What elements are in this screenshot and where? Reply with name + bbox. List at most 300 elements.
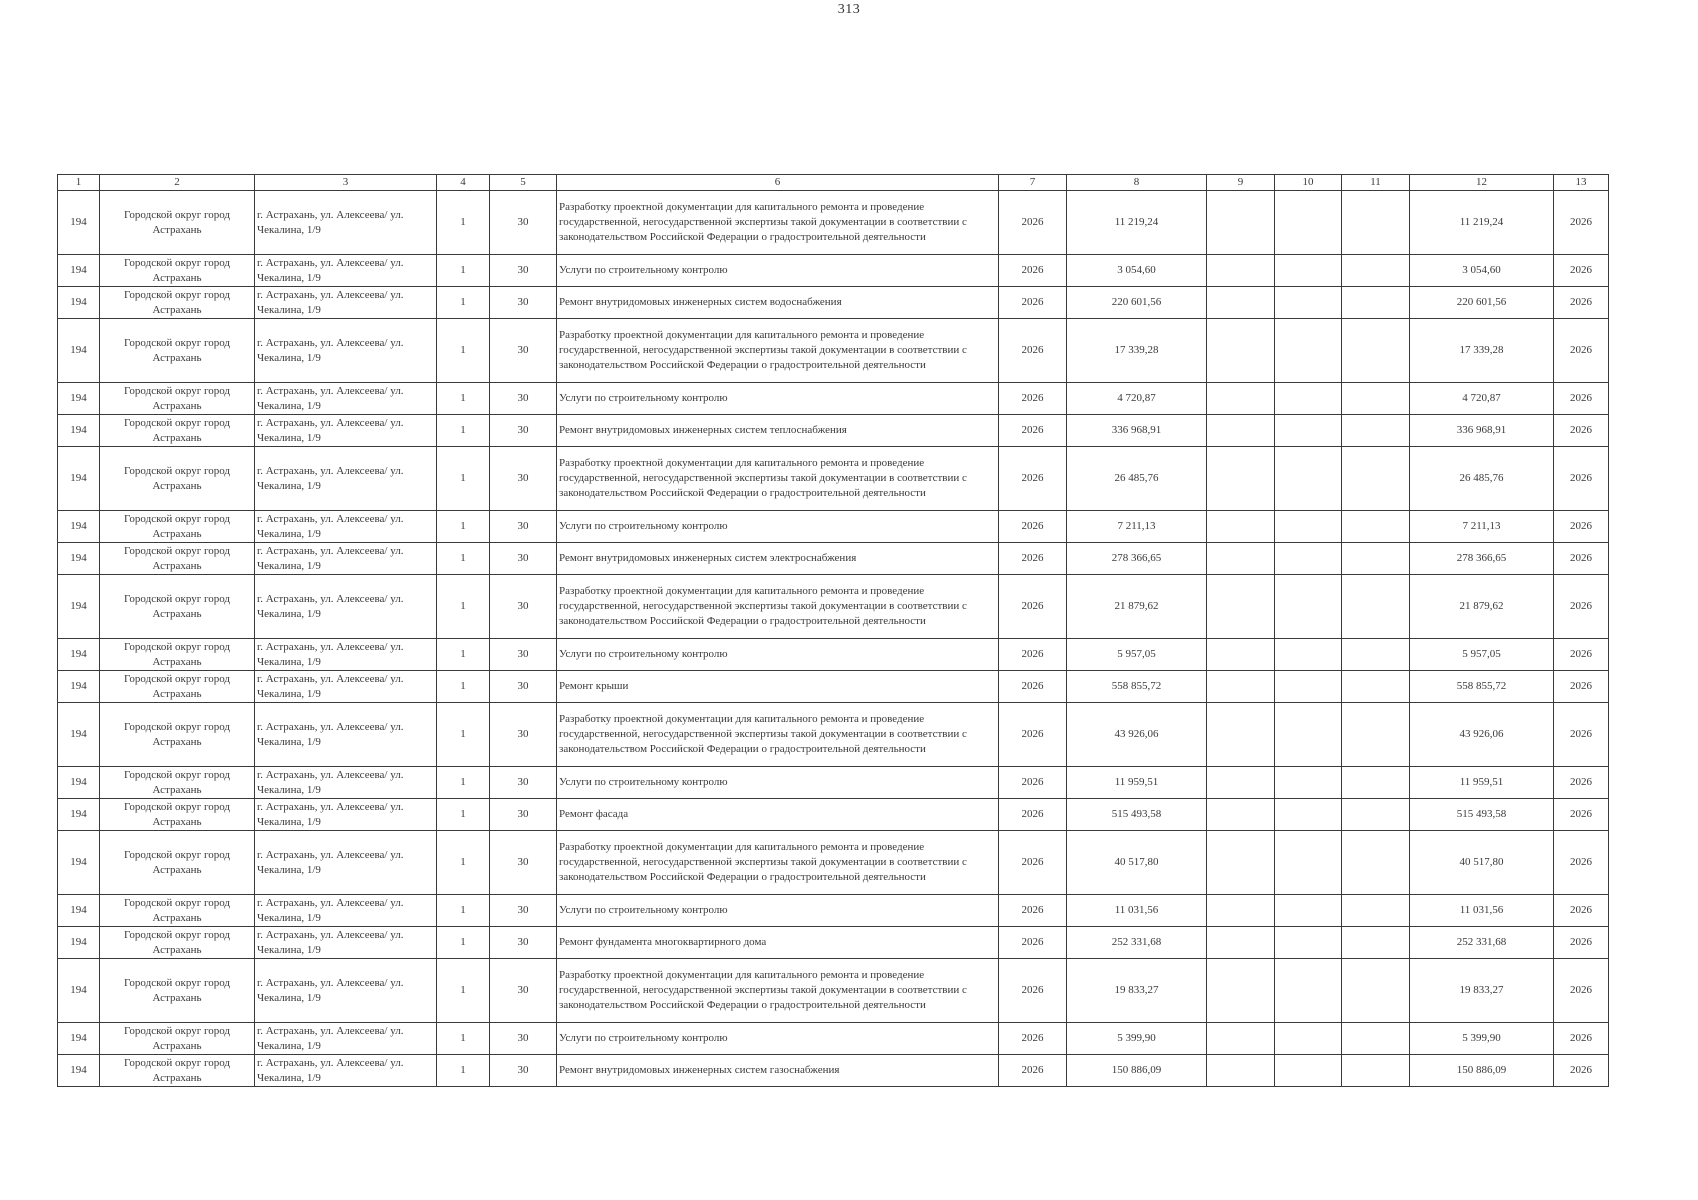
cell-col10 — [1275, 543, 1342, 575]
cell-col9 — [1207, 1023, 1275, 1055]
cell-year: 2026 — [999, 767, 1067, 799]
cell-year-end: 2026 — [1554, 255, 1609, 287]
cell-work-type: Ремонт внутридомовых инженерных систем водоснабжения — [557, 287, 999, 319]
cell-year: 2026 — [999, 959, 1067, 1023]
cell-work-type: Разработку проектной документации для капитального ремонта и проведение государственной, негосударственной экспертизы такой документации в соответствии с законодательством Российской Федерации о градостроительной деятельности — [557, 319, 999, 383]
cell-col10 — [1275, 511, 1342, 543]
column-header: 13 — [1554, 175, 1609, 191]
cell-col4: 1 — [437, 255, 490, 287]
cell-col5: 30 — [490, 799, 557, 831]
capital-repair-table — [57, 174, 1609, 1087]
cell-year: 2026 — [999, 511, 1067, 543]
cell-cost-total: 3 054,60 — [1410, 255, 1554, 287]
cell-work-type: Разработку проектной документации для капитального ремонта и проведение государственной, негосударственной экспертизы такой документации в соответствии с законодательством Российской Федерации о градостроительной деятельности — [557, 959, 999, 1023]
cell-col5: 30 — [490, 639, 557, 671]
cell-cost: 19 833,27 — [1067, 959, 1207, 1023]
cell-work-type: Разработку проектной документации для капитального ремонта и проведение государственной, негосударственной экспертизы такой документации в соответствии с законодательством Российской Федерации о градостроительной деятельности — [557, 447, 999, 511]
cell-cost: 515 493,58 — [1067, 799, 1207, 831]
cell-year-end: 2026 — [1554, 895, 1609, 927]
cell-year: 2026 — [999, 383, 1067, 415]
cell-col5: 30 — [490, 959, 557, 1023]
cell-year-end: 2026 — [1554, 703, 1609, 767]
cell-address: г. Астрахань, ул. Алексеева/ ул. Чекалина, 1/9 — [255, 255, 437, 287]
cell-municipality: Городской округ город Астрахань — [100, 671, 255, 703]
cell-row-number: 194 — [58, 415, 100, 447]
cell-cost: 558 855,72 — [1067, 671, 1207, 703]
cell-address: г. Астрахань, ул. Алексеева/ ул. Чекалина, 1/9 — [255, 191, 437, 255]
cell-cost-total: 278 366,65 — [1410, 543, 1554, 575]
cell-cost-total: 558 855,72 — [1410, 671, 1554, 703]
cell-year-end: 2026 — [1554, 383, 1609, 415]
cell-col5: 30 — [490, 831, 557, 895]
column-header: 4 — [437, 175, 490, 191]
column-header: 8 — [1067, 175, 1207, 191]
cell-row-number: 194 — [58, 639, 100, 671]
cell-col5: 30 — [490, 575, 557, 639]
cell-col10 — [1275, 1055, 1342, 1087]
cell-work-type: Разработку проектной документации для капитального ремонта и проведение государственной, негосударственной экспертизы такой документации в соответствии с законодательством Российской Федерации о градостроительной деятельности — [557, 191, 999, 255]
table-row — [58, 543, 1609, 575]
cell-address: г. Астрахань, ул. Алексеева/ ул. Чекалина, 1/9 — [255, 927, 437, 959]
cell-col11 — [1342, 671, 1410, 703]
cell-col4: 1 — [437, 831, 490, 895]
cell-address: г. Астрахань, ул. Алексеева/ ул. Чекалина, 1/9 — [255, 543, 437, 575]
cell-col10 — [1275, 767, 1342, 799]
cell-cost: 43 926,06 — [1067, 703, 1207, 767]
table-row — [58, 415, 1609, 447]
cell-work-type: Услуги по строительному контролю — [557, 383, 999, 415]
cell-col9 — [1207, 447, 1275, 511]
cell-col11 — [1342, 319, 1410, 383]
table-row — [58, 191, 1609, 255]
cell-col4: 1 — [437, 1023, 490, 1055]
column-header: 11 — [1342, 175, 1410, 191]
cell-col10 — [1275, 383, 1342, 415]
column-header: 6 — [557, 175, 999, 191]
cell-year: 2026 — [999, 799, 1067, 831]
cell-col4: 1 — [437, 1055, 490, 1087]
table-row — [58, 831, 1609, 895]
cell-row-number: 194 — [58, 1023, 100, 1055]
table-row — [58, 383, 1609, 415]
cell-col4: 1 — [437, 799, 490, 831]
cell-municipality: Городской округ город Астрахань — [100, 255, 255, 287]
cell-col11 — [1342, 1055, 1410, 1087]
cell-col9 — [1207, 703, 1275, 767]
cell-col11 — [1342, 511, 1410, 543]
cell-row-number: 194 — [58, 447, 100, 511]
cell-col9 — [1207, 319, 1275, 383]
cell-cost-total: 336 968,91 — [1410, 415, 1554, 447]
cell-cost-total: 17 339,28 — [1410, 319, 1554, 383]
cell-row-number: 194 — [58, 703, 100, 767]
cell-year-end: 2026 — [1554, 543, 1609, 575]
cell-work-type: Услуги по строительному контролю — [557, 639, 999, 671]
cell-row-number: 194 — [58, 319, 100, 383]
cell-year: 2026 — [999, 671, 1067, 703]
cell-col10 — [1275, 895, 1342, 927]
table-row — [58, 959, 1609, 1023]
cell-row-number: 194 — [58, 575, 100, 639]
table-row — [58, 639, 1609, 671]
cell-year-end: 2026 — [1554, 639, 1609, 671]
cell-col10 — [1275, 575, 1342, 639]
cell-col4: 1 — [437, 447, 490, 511]
cell-cost: 11 031,56 — [1067, 895, 1207, 927]
cell-year-end: 2026 — [1554, 319, 1609, 383]
cell-row-number: 194 — [58, 511, 100, 543]
cell-year: 2026 — [999, 287, 1067, 319]
cell-col11 — [1342, 191, 1410, 255]
cell-cost: 150 886,09 — [1067, 1055, 1207, 1087]
cell-row-number: 194 — [58, 799, 100, 831]
cell-col4: 1 — [437, 927, 490, 959]
cell-work-type: Ремонт внутридомовых инженерных систем электроснабжения — [557, 543, 999, 575]
column-header: 2 — [100, 175, 255, 191]
cell-cost-total: 43 926,06 — [1410, 703, 1554, 767]
cell-col10 — [1275, 671, 1342, 703]
column-number-row — [58, 175, 1609, 191]
cell-year-end: 2026 — [1554, 575, 1609, 639]
cell-year: 2026 — [999, 191, 1067, 255]
cell-col10 — [1275, 959, 1342, 1023]
cell-row-number: 194 — [58, 831, 100, 895]
cell-col9 — [1207, 671, 1275, 703]
cell-cost: 40 517,80 — [1067, 831, 1207, 895]
cell-year: 2026 — [999, 575, 1067, 639]
cell-cost-total: 40 517,80 — [1410, 831, 1554, 895]
cell-row-number: 194 — [58, 671, 100, 703]
cell-address: г. Астрахань, ул. Алексеева/ ул. Чекалина, 1/9 — [255, 319, 437, 383]
cell-cost: 252 331,68 — [1067, 927, 1207, 959]
cell-municipality: Городской округ город Астрахань — [100, 319, 255, 383]
cell-municipality: Городской округ город Астрахань — [100, 1023, 255, 1055]
column-header: 7 — [999, 175, 1067, 191]
table-row — [58, 575, 1609, 639]
cell-municipality: Городской округ город Астрахань — [100, 575, 255, 639]
cell-cost: 26 485,76 — [1067, 447, 1207, 511]
cell-cost-total: 19 833,27 — [1410, 959, 1554, 1023]
cell-col9 — [1207, 1055, 1275, 1087]
cell-year: 2026 — [999, 703, 1067, 767]
cell-year: 2026 — [999, 831, 1067, 895]
cell-year: 2026 — [999, 415, 1067, 447]
cell-year-end: 2026 — [1554, 959, 1609, 1023]
cell-col11 — [1342, 831, 1410, 895]
cell-col4: 1 — [437, 383, 490, 415]
cell-col5: 30 — [490, 415, 557, 447]
cell-year: 2026 — [999, 447, 1067, 511]
table-row — [58, 319, 1609, 383]
cell-work-type: Услуги по строительному контролю — [557, 511, 999, 543]
cell-col4: 1 — [437, 671, 490, 703]
cell-cost-total: 4 720,87 — [1410, 383, 1554, 415]
cell-row-number: 194 — [58, 767, 100, 799]
table-body — [58, 191, 1609, 1087]
cell-col4: 1 — [437, 511, 490, 543]
cell-address: г. Астрахань, ул. Алексеева/ ул. Чекалина, 1/9 — [255, 703, 437, 767]
cell-col10 — [1275, 255, 1342, 287]
cell-cost: 7 211,13 — [1067, 511, 1207, 543]
cell-col9 — [1207, 255, 1275, 287]
cell-col5: 30 — [490, 191, 557, 255]
cell-address: г. Астрахань, ул. Алексеева/ ул. Чекалина, 1/9 — [255, 895, 437, 927]
cell-address: г. Астрахань, ул. Алексеева/ ул. Чекалина, 1/9 — [255, 1055, 437, 1087]
column-header: 10 — [1275, 175, 1342, 191]
cell-cost-total: 11 959,51 — [1410, 767, 1554, 799]
cell-col11 — [1342, 287, 1410, 319]
cell-year: 2026 — [999, 255, 1067, 287]
cell-municipality: Городской округ город Астрахань — [100, 703, 255, 767]
cell-col4: 1 — [437, 767, 490, 799]
cell-col4: 1 — [437, 895, 490, 927]
cell-col11 — [1342, 703, 1410, 767]
cell-col5: 30 — [490, 255, 557, 287]
cell-work-type: Ремонт крыши — [557, 671, 999, 703]
cell-col11 — [1342, 639, 1410, 671]
cell-work-type: Услуги по строительному контролю — [557, 895, 999, 927]
page-number: 313 — [837, 2, 861, 17]
cell-address: г. Астрахань, ул. Алексеева/ ул. Чекалина, 1/9 — [255, 671, 437, 703]
cell-municipality: Городской округ город Астрахань — [100, 447, 255, 511]
cell-cost-total: 11 219,24 — [1410, 191, 1554, 255]
cell-col10 — [1275, 831, 1342, 895]
column-header: 5 — [490, 175, 557, 191]
cell-municipality: Городской округ город Астрахань — [100, 1055, 255, 1087]
cell-row-number: 194 — [58, 1055, 100, 1087]
cell-year-end: 2026 — [1554, 671, 1609, 703]
cell-year: 2026 — [999, 895, 1067, 927]
cell-year-end: 2026 — [1554, 287, 1609, 319]
cell-col10 — [1275, 927, 1342, 959]
cell-cost-total: 252 331,68 — [1410, 927, 1554, 959]
cell-cost-total: 5 399,90 — [1410, 1023, 1554, 1055]
cell-col9 — [1207, 895, 1275, 927]
cell-col11 — [1342, 927, 1410, 959]
cell-municipality: Городской округ город Астрахань — [100, 383, 255, 415]
cell-col4: 1 — [437, 639, 490, 671]
cell-col9 — [1207, 543, 1275, 575]
column-header: 3 — [255, 175, 437, 191]
cell-address: г. Астрахань, ул. Алексеева/ ул. Чекалина, 1/9 — [255, 799, 437, 831]
cell-col5: 30 — [490, 543, 557, 575]
cell-col9 — [1207, 767, 1275, 799]
cell-year-end: 2026 — [1554, 799, 1609, 831]
cell-col4: 1 — [437, 319, 490, 383]
cell-address: г. Астрахань, ул. Алексеева/ ул. Чекалина, 1/9 — [255, 415, 437, 447]
cell-col9 — [1207, 831, 1275, 895]
cell-col9 — [1207, 415, 1275, 447]
cell-work-type: Разработку проектной документации для капитального ремонта и проведение государственной, негосударственной экспертизы такой документации в соответствии с законодательством Российской Федерации о градостроительной деятельности — [557, 831, 999, 895]
cell-col10 — [1275, 415, 1342, 447]
cell-year-end: 2026 — [1554, 511, 1609, 543]
cell-work-type: Услуги по строительному контролю — [557, 255, 999, 287]
cell-col4: 1 — [437, 575, 490, 639]
cell-col11 — [1342, 255, 1410, 287]
cell-col5: 30 — [490, 447, 557, 511]
cell-year: 2026 — [999, 927, 1067, 959]
cell-col11 — [1342, 447, 1410, 511]
cell-row-number: 194 — [58, 895, 100, 927]
cell-col9 — [1207, 639, 1275, 671]
cell-col9 — [1207, 927, 1275, 959]
cell-address: г. Астрахань, ул. Алексеева/ ул. Чекалина, 1/9 — [255, 511, 437, 543]
cell-year-end: 2026 — [1554, 447, 1609, 511]
cell-address: г. Астрахань, ул. Алексеева/ ул. Чекалина, 1/9 — [255, 383, 437, 415]
cell-col9 — [1207, 799, 1275, 831]
cell-address: г. Астрахань, ул. Алексеева/ ул. Чекалина, 1/9 — [255, 959, 437, 1023]
cell-year-end: 2026 — [1554, 831, 1609, 895]
cell-col9 — [1207, 383, 1275, 415]
cell-cost-total: 150 886,09 — [1410, 1055, 1554, 1087]
cell-col11 — [1342, 959, 1410, 1023]
cell-work-type: Ремонт внутридомовых инженерных систем газоснабжения — [557, 1055, 999, 1087]
cell-municipality: Городской округ город Астрахань — [100, 927, 255, 959]
cell-municipality: Городской округ город Астрахань — [100, 895, 255, 927]
table-row — [58, 511, 1609, 543]
cell-row-number: 194 — [58, 191, 100, 255]
cell-col5: 30 — [490, 767, 557, 799]
cell-col10 — [1275, 447, 1342, 511]
cell-cost: 21 879,62 — [1067, 575, 1207, 639]
cell-cost: 3 054,60 — [1067, 255, 1207, 287]
cell-cost: 278 366,65 — [1067, 543, 1207, 575]
cell-col10 — [1275, 319, 1342, 383]
cell-col11 — [1342, 1023, 1410, 1055]
cell-row-number: 194 — [58, 287, 100, 319]
cell-cost: 5 957,05 — [1067, 639, 1207, 671]
cell-col9 — [1207, 575, 1275, 639]
cell-col11 — [1342, 767, 1410, 799]
cell-cost: 11 219,24 — [1067, 191, 1207, 255]
cell-col5: 30 — [490, 671, 557, 703]
cell-year: 2026 — [999, 639, 1067, 671]
cell-col10 — [1275, 1023, 1342, 1055]
cell-col10 — [1275, 287, 1342, 319]
cell-col5: 30 — [490, 319, 557, 383]
cell-col10 — [1275, 191, 1342, 255]
cell-cost-total: 220 601,56 — [1410, 287, 1554, 319]
column-header: 9 — [1207, 175, 1275, 191]
cell-municipality: Городской округ город Астрахань — [100, 639, 255, 671]
cell-address: г. Астрахань, ул. Алексеева/ ул. Чекалина, 1/9 — [255, 831, 437, 895]
table-row — [58, 895, 1609, 927]
cell-municipality: Городской округ город Астрахань — [100, 767, 255, 799]
cell-work-type: Ремонт фундамента многоквартирного дома — [557, 927, 999, 959]
cell-year-end: 2026 — [1554, 191, 1609, 255]
cell-cost: 5 399,90 — [1067, 1023, 1207, 1055]
cell-year-end: 2026 — [1554, 1055, 1609, 1087]
cell-col11 — [1342, 383, 1410, 415]
cell-col9 — [1207, 959, 1275, 1023]
cell-cost-total: 26 485,76 — [1410, 447, 1554, 511]
cell-municipality: Городской округ город Астрахань — [100, 511, 255, 543]
cell-row-number: 194 — [58, 927, 100, 959]
cell-row-number: 194 — [58, 959, 100, 1023]
cell-address: г. Астрахань, ул. Алексеева/ ул. Чекалина, 1/9 — [255, 1023, 437, 1055]
cell-cost-total: 21 879,62 — [1410, 575, 1554, 639]
cell-col5: 30 — [490, 383, 557, 415]
cell-col5: 30 — [490, 1055, 557, 1087]
cell-municipality: Городской округ город Астрахань — [100, 959, 255, 1023]
cell-municipality: Городской округ город Астрахань — [100, 415, 255, 447]
cell-col5: 30 — [490, 511, 557, 543]
cell-col11 — [1342, 543, 1410, 575]
cell-col9 — [1207, 191, 1275, 255]
cell-cost: 11 959,51 — [1067, 767, 1207, 799]
cell-cost-total: 5 957,05 — [1410, 639, 1554, 671]
cell-cost: 4 720,87 — [1067, 383, 1207, 415]
cell-col5: 30 — [490, 927, 557, 959]
table-row — [58, 255, 1609, 287]
table-row — [58, 671, 1609, 703]
cell-row-number: 194 — [58, 543, 100, 575]
column-header: 1 — [58, 175, 100, 191]
cell-municipality: Городской округ город Астрахань — [100, 191, 255, 255]
cell-year: 2026 — [999, 543, 1067, 575]
table-row — [58, 927, 1609, 959]
cell-work-type: Ремонт внутридомовых инженерных систем теплоснабжения — [557, 415, 999, 447]
table-row — [58, 703, 1609, 767]
cell-col4: 1 — [437, 287, 490, 319]
cell-col11 — [1342, 895, 1410, 927]
cell-year: 2026 — [999, 319, 1067, 383]
cell-municipality: Городской округ город Астрахань — [100, 799, 255, 831]
table-row — [58, 1023, 1609, 1055]
cell-col4: 1 — [437, 191, 490, 255]
cell-col4: 1 — [437, 415, 490, 447]
cell-year-end: 2026 — [1554, 767, 1609, 799]
cell-work-type: Услуги по строительному контролю — [557, 767, 999, 799]
table-header — [58, 175, 1609, 191]
cell-cost: 17 339,28 — [1067, 319, 1207, 383]
cell-row-number: 194 — [58, 383, 100, 415]
cell-col11 — [1342, 415, 1410, 447]
cell-municipality: Городской округ город Астрахань — [100, 287, 255, 319]
cell-col4: 1 — [437, 543, 490, 575]
cell-col10 — [1275, 703, 1342, 767]
cell-col5: 30 — [490, 1023, 557, 1055]
cell-municipality: Городской округ город Астрахань — [100, 831, 255, 895]
cell-work-type: Разработку проектной документации для капитального ремонта и проведение государственной, негосударственной экспертизы такой документации в соответствии с законодательством Российской Федерации о градостроительной деятельности — [557, 575, 999, 639]
cell-cost: 336 968,91 — [1067, 415, 1207, 447]
cell-col4: 1 — [437, 703, 490, 767]
cell-work-type: Ремонт фасада — [557, 799, 999, 831]
cell-cost-total: 515 493,58 — [1410, 799, 1554, 831]
cell-col11 — [1342, 799, 1410, 831]
cell-address: г. Астрахань, ул. Алексеева/ ул. Чекалина, 1/9 — [255, 767, 437, 799]
cell-cost: 220 601,56 — [1067, 287, 1207, 319]
cell-address: г. Астрахань, ул. Алексеева/ ул. Чекалина, 1/9 — [255, 287, 437, 319]
cell-col10 — [1275, 639, 1342, 671]
cell-address: г. Астрахань, ул. Алексеева/ ул. Чекалина, 1/9 — [255, 447, 437, 511]
cell-year: 2026 — [999, 1055, 1067, 1087]
cell-year-end: 2026 — [1554, 415, 1609, 447]
cell-year: 2026 — [999, 1023, 1067, 1055]
table-row — [58, 767, 1609, 799]
cell-year-end: 2026 — [1554, 927, 1609, 959]
table-row — [58, 1055, 1609, 1087]
cell-cost-total: 7 211,13 — [1410, 511, 1554, 543]
cell-row-number: 194 — [58, 255, 100, 287]
cell-work-type: Услуги по строительному контролю — [557, 1023, 999, 1055]
cell-cost-total: 11 031,56 — [1410, 895, 1554, 927]
table-row — [58, 799, 1609, 831]
cell-work-type: Разработку проектной документации для капитального ремонта и проведение государственной, негосударственной экспертизы такой документации в соответствии с законодательством Российской Федерации о градостроительной деятельности — [557, 703, 999, 767]
cell-col9 — [1207, 287, 1275, 319]
cell-col4: 1 — [437, 959, 490, 1023]
cell-address: г. Астрахань, ул. Алексеева/ ул. Чекалина, 1/9 — [255, 639, 437, 671]
